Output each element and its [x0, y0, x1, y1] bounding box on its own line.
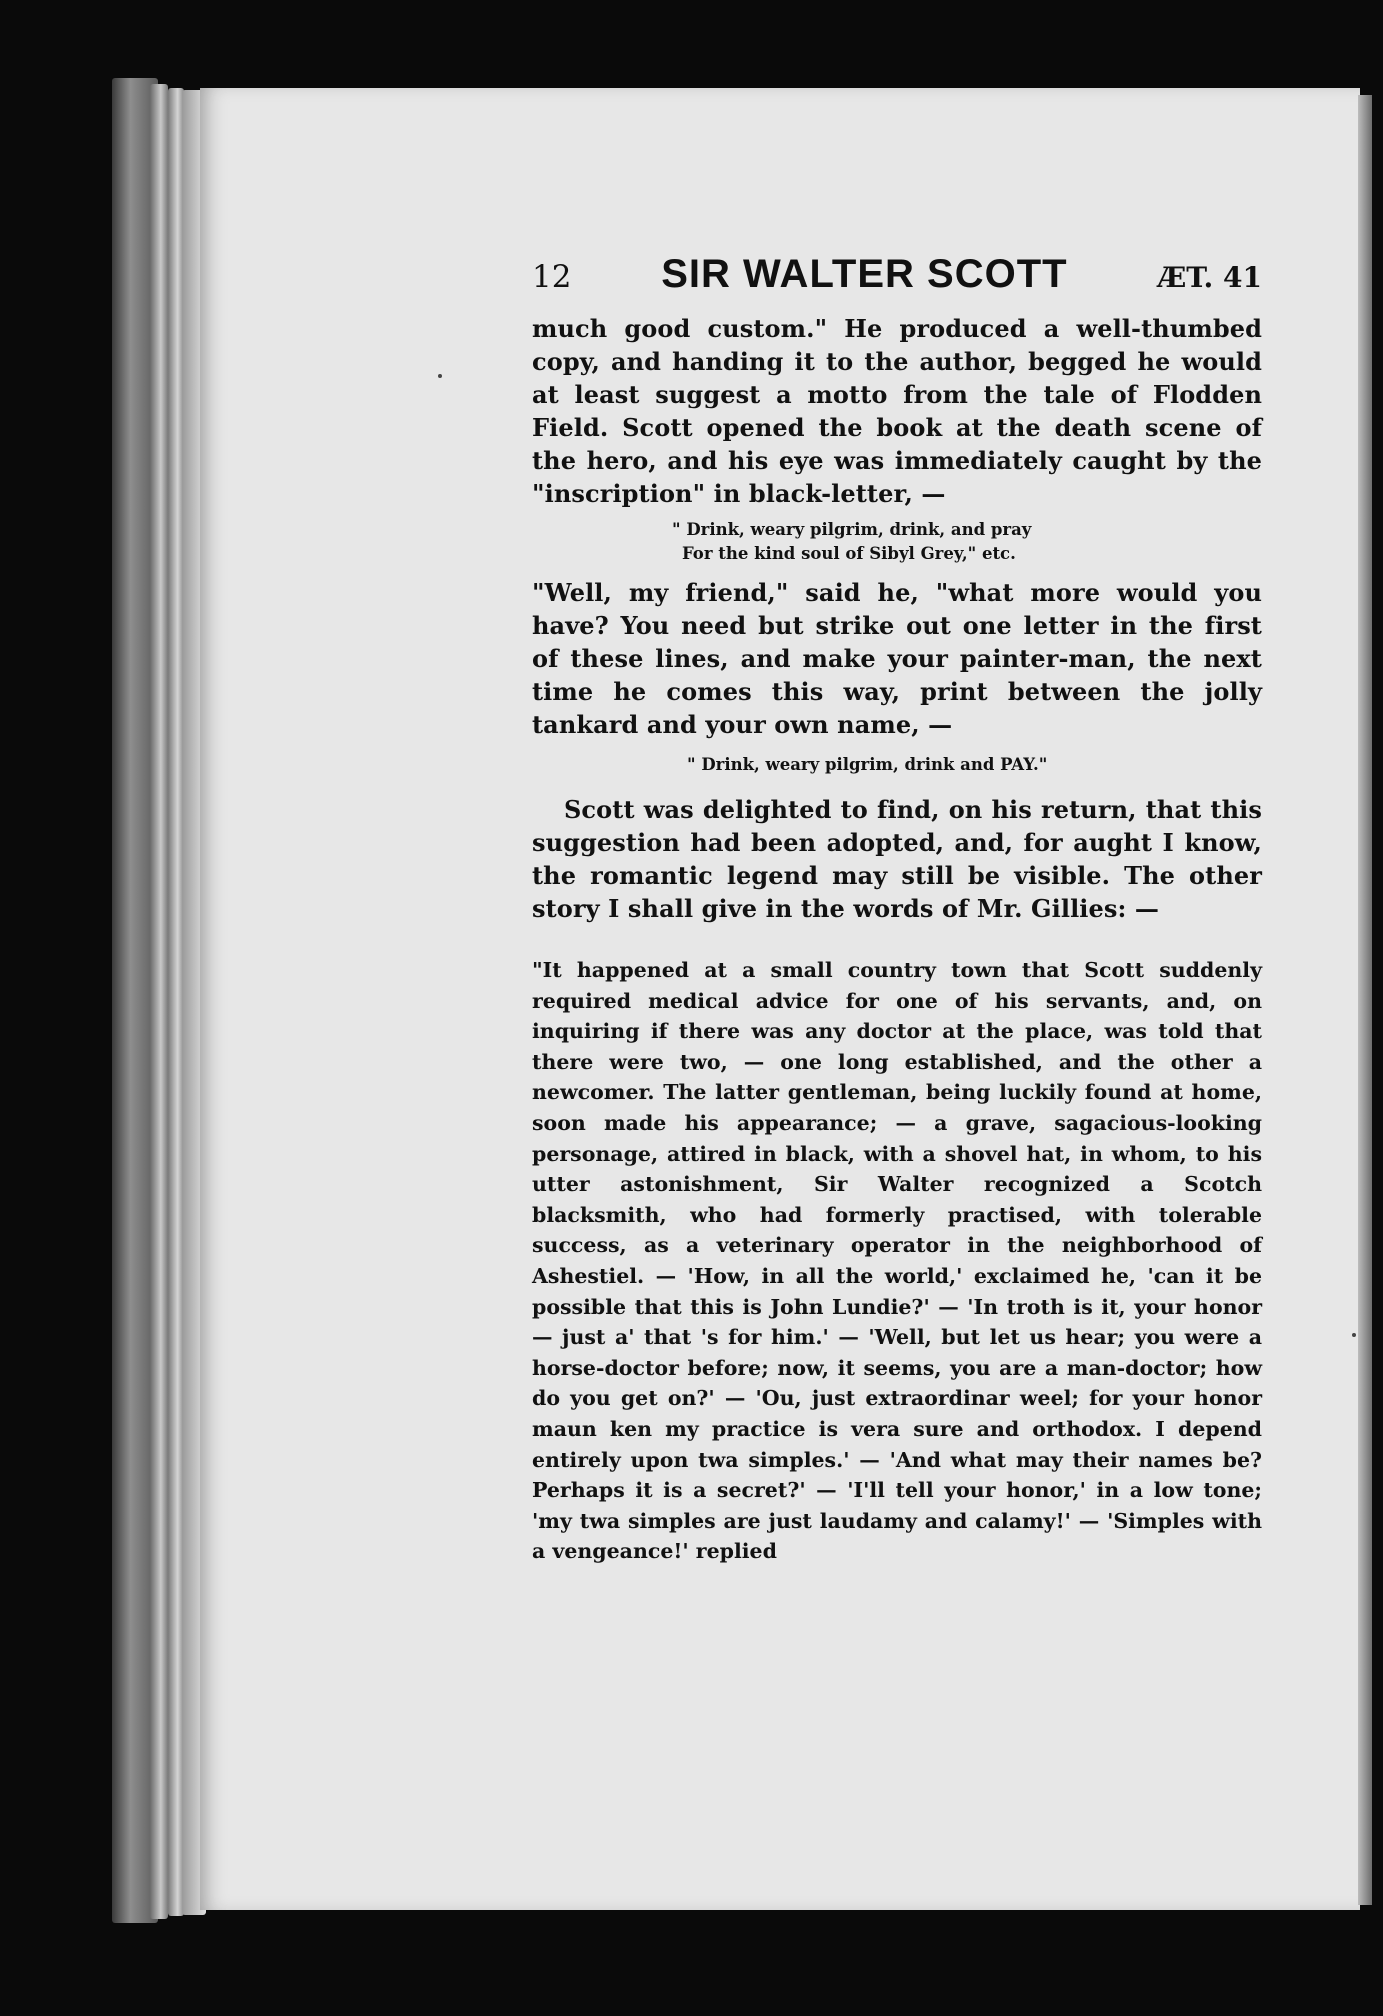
verse-line: For the kind soul of Sibyl Grey," etc.	[682, 544, 1016, 563]
running-title: SIR WALTER SCOTT	[661, 252, 1068, 296]
verse-line-pay: " Drink, weary pilgrim, drink and PAY."	[687, 755, 1048, 774]
book-page-edge	[150, 84, 168, 1919]
block-quotation: "It happened at a small country town that Scott suddenly required medical advice for one of his servants, and, on inquiring if there was any doctor at the place, was told that there were two, — one long established, and the other a newcomer. The latter gentleman, being luckily found at home, soon made his appearance; — a grave, sagacious-looking personage, attired in black, with a shovel hat, in whom, to his utter astonishment, Sir Walter recognized a Scotch blacksmith, who had formerly practised, with tolerable success, as a veterinary operator in the neighborhood of Ashestiel. — 'How, in all the world,' exclaimed he, 'can it be possible that this is John Lundie?' — 'In troth is it, your honor — just a' that 's for him.' — 'Well, but let us hear; you were a horse-doctor before; now, it seems, you are a man-doctor; how do you get on?' — 'Ou, just extraordinar weel; for your honor maun ken my practice is vera sure and orthodox. I depend entirely upon twa simples.' — 'And what may their names be? Perhaps it is a secret?' — 'I'll tell your honor,' in a low tone; 'my twa simples are just laudamy and calamy!' — 'Simples with a vengeance!' replied	[532, 958, 1262, 1564]
book-right-edge	[1358, 95, 1372, 1905]
paragraph-dialogue: "Well, my friend," said he, "what more would you have? You need but strike out one letter in the first of these lines, and make your painter-man, the next time he comes this way, print between the jolly tankard and your own name, —	[532, 578, 1262, 739]
dust-speck	[1352, 1333, 1356, 1337]
running-head	[532, 252, 1262, 308]
paragraph-continuation: much good custom." He produced a well-thumbed copy, and handing it to the author, begged he would at least suggest a motto from the tale of Flodden Field. Scott opened the book at the death scene of the hero, and his eye was immediately caught by the "inscription" in black-letter, —	[532, 314, 1262, 508]
running-age: ÆT. 41	[1157, 261, 1262, 294]
verse-line: " Drink, weary pilgrim, drink, and pray	[672, 520, 1032, 539]
dust-speck	[438, 374, 442, 378]
page-text	[532, 252, 1262, 1567]
verse-quotation	[532, 518, 1262, 566]
paragraph-narrative: Scott was delighted to find, on his return, that this suggestion had been adopted, and, for aught I know, the romantic legend may still be visible. The other story I shall give in the words of Mr. Gillies: —	[532, 795, 1262, 923]
page-number: 12	[532, 259, 572, 295]
